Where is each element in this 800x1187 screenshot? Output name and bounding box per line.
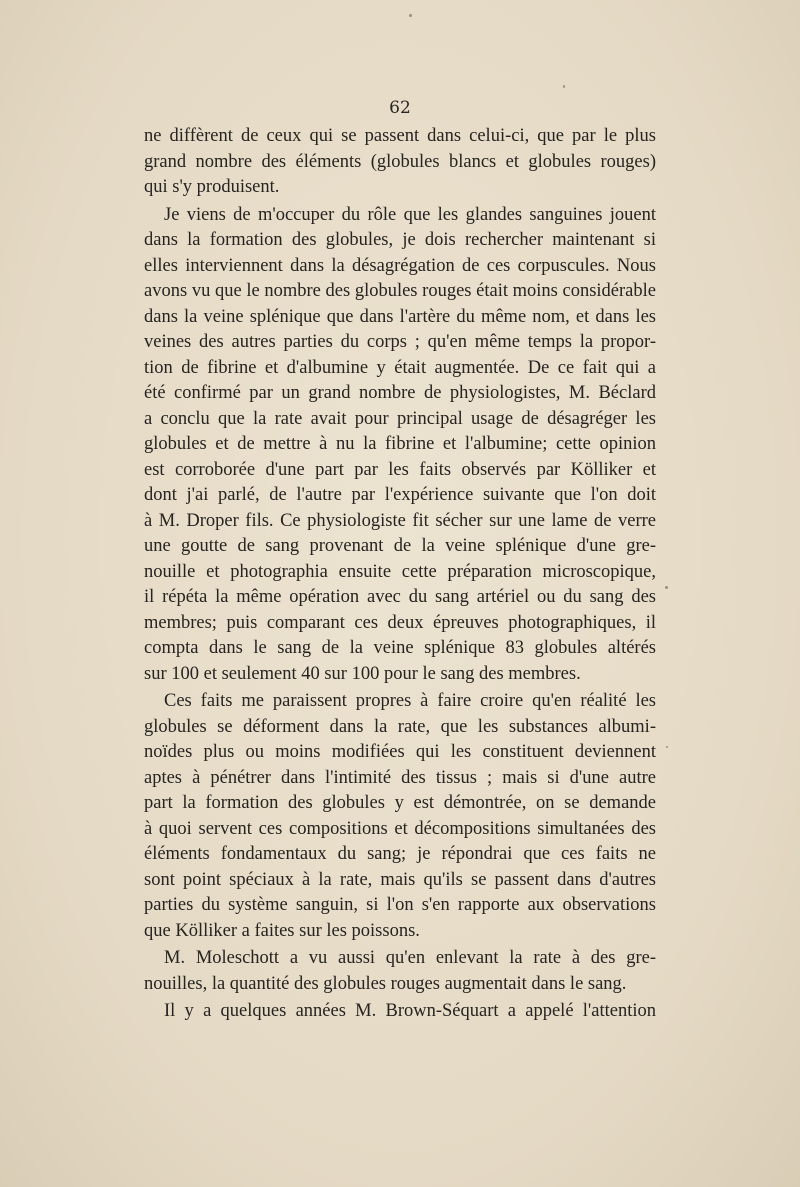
text-line: tion de fibrine et d'albumine y était augmentée. De ce fait qui a — [144, 357, 656, 378]
text-line: veines des autres parties du corps ; qu'en même temps la propor- — [144, 332, 656, 352]
text-line: que Kölliker a faites sur les poissons. — [144, 920, 420, 941]
paper-speck — [563, 85, 565, 88]
text-line: nouille et photographia ensuite cette préparation microscopique, — [144, 561, 656, 582]
paragraph — [144, 999, 656, 1025]
text-line: sur 100 et seulement 40 sur 100 pour le sang des membres. — [144, 663, 581, 684]
text-line: été confirmé par un grand nombre de physiologistes, M. Béclard — [144, 383, 656, 403]
text-line: compta dans le sang de la veine splénique 83 globules altérés — [144, 638, 656, 658]
text-line: elles interviennent dans la désagrégation de ces corpuscules. Nous — [144, 255, 656, 276]
text-line: dans la veine splénique que dans l'artère du même nom, et dans les — [144, 306, 656, 327]
text-line: nouilles, la quantité des globules rouges augmentait dans le sang. — [144, 973, 627, 994]
text-line: M. Moleschott a vu aussi qu'en enlevant la rate à des gre- — [164, 948, 656, 968]
paragraph — [144, 203, 656, 688]
text-line: il répéta la même opération avec du sang artériel ou du sang des — [144, 587, 656, 607]
text-line: aptes à pénétrer dans l'intimité des tissus ; mais si d'une autre — [144, 767, 656, 788]
paper-speck — [666, 746, 668, 748]
text-line: ne diffèrent de ceux qui se passent dans celui-ci, que par le plus — [144, 126, 656, 146]
text-line: qui s'y produisent. — [144, 177, 280, 197]
text-line: noïdes plus ou moins modifiées qui les constituent deviennent — [144, 742, 656, 762]
text-line: dans la formation des globules, je dois rechercher maintenant si — [144, 230, 656, 250]
text-line: part la formation des globules y est démontrée, on se demande — [144, 793, 656, 813]
text-line: une goutte de sang provenant de la veine splénique d'une gre- — [144, 536, 656, 556]
paragraph — [144, 124, 656, 201]
text-line: dont j'ai parlé, de l'autre par l'expérience suivante que l'on doit — [144, 485, 656, 505]
paragraph — [144, 689, 656, 944]
paragraph — [144, 946, 656, 997]
text-line: parties du système sanguin, si l'on s'en rapporte aux observations — [144, 895, 656, 915]
text-line: Il y a quelques années M. Brown-Séquart a appelé l'attention — [164, 1001, 656, 1021]
text-line: Je viens de m'occuper du rôle que les glandes sanguines jouent — [164, 204, 656, 225]
text-line: sont point spéciaux à la rate, mais qu'ils se passent dans d'autres — [144, 869, 656, 890]
paper-speck — [409, 14, 412, 17]
body-text — [144, 124, 656, 1027]
text-line: a conclu que la rate avait pour principal usage de désagréger les — [144, 408, 656, 429]
text-line: avons vu que le nombre des globules rouges était moins considérable — [144, 281, 656, 301]
text-line: Ces faits me paraissent propres à faire croire qu'en réalité les — [164, 691, 656, 711]
text-line: grand nombre des éléments (globules blancs et globules rouges) — [144, 151, 656, 172]
paper-speck — [665, 586, 668, 589]
text-line: globules et de mettre à nu la fibrine et l'albumine; cette opinion — [144, 434, 656, 454]
text-line: globules se déforment dans la rate, que les substances albumi- — [144, 716, 656, 737]
page-number: 62 — [389, 98, 411, 118]
text-line: éléments fondamentaux du sang; je répondrai que ces faits ne — [144, 844, 656, 864]
text-line: à quoi servent ces compositions et décompositions simultanées des — [144, 818, 656, 839]
text-line: est corroborée d'une part par les faits observés par Kölliker et — [144, 459, 656, 480]
text-line: à M. Droper fils. Ce physiologiste fit sécher sur une lame de verre — [144, 510, 656, 531]
text-line: membres; puis comparant ces deux épreuves photographiques, il — [144, 612, 656, 633]
